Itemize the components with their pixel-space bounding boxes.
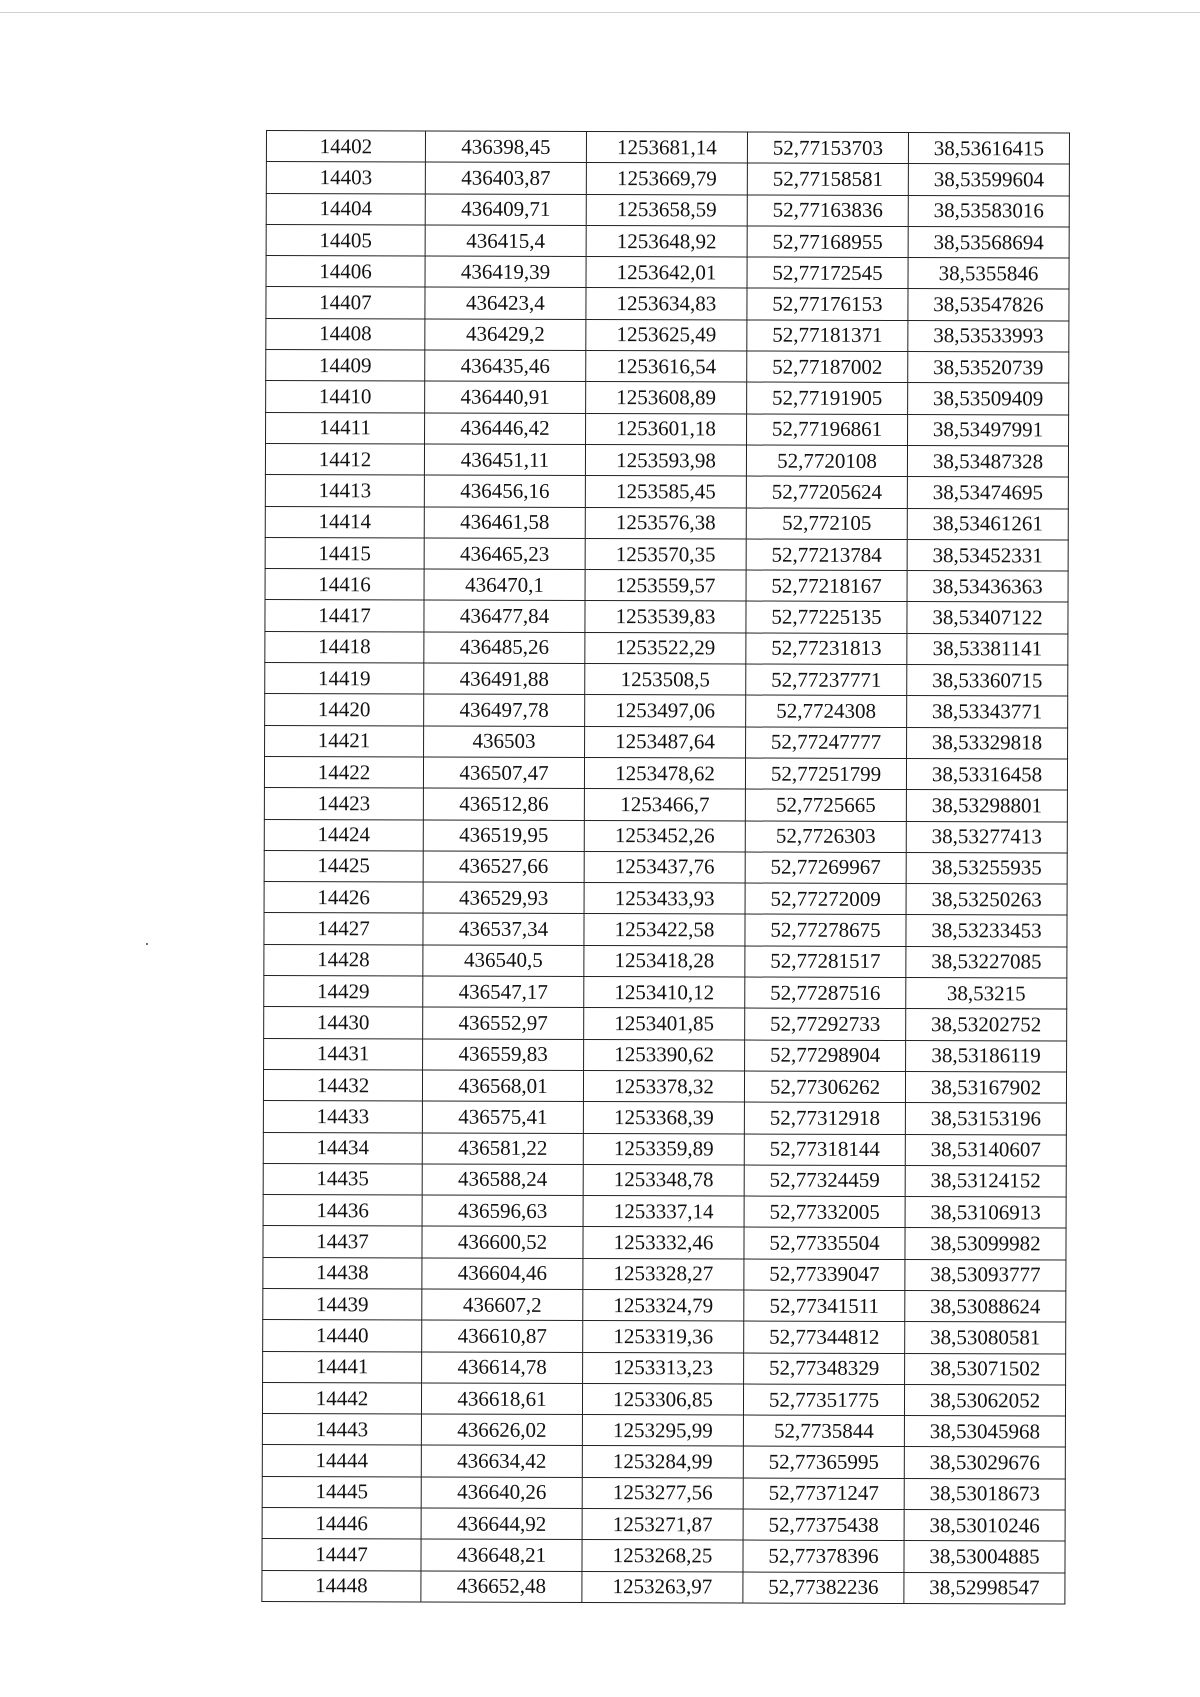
x-coordinate-cell: 436451,11 — [424, 444, 585, 476]
longitude-cell: 38,53381141 — [907, 633, 1068, 665]
y-coordinate-cell: 1253539,83 — [585, 601, 746, 633]
point-number-cell: 14424 — [264, 819, 423, 851]
latitude-cell: 52,77335504 — [744, 1227, 905, 1259]
y-coordinate-cell: 1253608,89 — [586, 382, 747, 414]
x-coordinate-cell: 436429,2 — [425, 319, 586, 351]
point-number-cell: 14403 — [266, 162, 425, 194]
x-coordinate-cell: 436618,61 — [421, 1383, 582, 1415]
y-coordinate-cell: 1253401,85 — [584, 1008, 745, 1040]
x-coordinate-cell: 436547,17 — [423, 976, 584, 1008]
table-row — [264, 913, 1067, 947]
latitude-cell: 52,77351775 — [743, 1384, 904, 1416]
y-coordinate-cell: 1253328,27 — [583, 1258, 744, 1290]
y-coordinate-cell: 1253390,62 — [584, 1039, 745, 1071]
latitude-cell: 52,7720108 — [746, 445, 907, 477]
longitude-cell: 38,53010246 — [904, 1510, 1065, 1542]
latitude-cell: 52,77306262 — [744, 1071, 905, 1103]
point-number-cell: 14445 — [262, 1476, 421, 1508]
longitude-cell: 38,53080581 — [905, 1322, 1066, 1354]
latitude-cell: 52,77344812 — [744, 1321, 905, 1353]
point-number-cell: 14423 — [264, 788, 423, 820]
y-coordinate-cell: 1253681,14 — [586, 132, 747, 164]
x-coordinate-cell: 436491,88 — [424, 663, 585, 695]
y-coordinate-cell: 1253522,29 — [585, 632, 746, 664]
longitude-cell: 38,53202752 — [906, 1009, 1067, 1041]
table-row — [266, 287, 1069, 321]
table-row — [266, 224, 1069, 258]
longitude-cell: 38,53599604 — [908, 164, 1069, 196]
latitude-cell: 52,7726303 — [745, 821, 906, 853]
point-number-cell: 14411 — [266, 412, 425, 444]
point-number-cell: 14425 — [264, 850, 423, 882]
latitude-cell: 52,77341511 — [744, 1290, 905, 1322]
y-coordinate-cell: 1253418,28 — [584, 945, 745, 977]
point-number-cell: 14420 — [265, 694, 424, 726]
point-number-cell: 14432 — [263, 1069, 422, 1101]
x-coordinate-cell: 436519,95 — [423, 820, 584, 852]
point-number-cell: 14412 — [265, 443, 424, 475]
longitude-cell: 38,53186119 — [906, 1040, 1067, 1072]
longitude-cell: 38,53568694 — [908, 226, 1069, 258]
point-number-cell: 14404 — [266, 193, 425, 225]
x-coordinate-cell: 436503 — [424, 726, 585, 758]
longitude-cell: 38,53250263 — [906, 884, 1067, 916]
point-number-cell: 14433 — [263, 1101, 422, 1133]
y-coordinate-cell: 1253271,87 — [582, 1509, 743, 1541]
table-row — [263, 1257, 1066, 1291]
x-coordinate-cell: 436575,41 — [422, 1101, 583, 1133]
longitude-cell: 38,53616415 — [908, 133, 1069, 165]
point-number-cell: 14427 — [264, 913, 423, 945]
point-number-cell: 14439 — [263, 1288, 422, 1320]
longitude-cell: 38,53233453 — [906, 915, 1067, 947]
y-coordinate-cell: 1253319,36 — [583, 1321, 744, 1353]
latitude-cell: 52,77187002 — [747, 351, 908, 383]
table-row — [266, 131, 1069, 165]
x-coordinate-cell: 436512,86 — [423, 788, 584, 820]
table-row — [262, 1382, 1065, 1416]
x-coordinate-cell: 436446,42 — [425, 413, 586, 445]
latitude-cell: 52,77168955 — [747, 226, 908, 258]
latitude-cell: 52,77247777 — [746, 727, 907, 759]
x-coordinate-cell: 436529,93 — [423, 882, 584, 914]
point-number-cell: 14442 — [262, 1382, 421, 1414]
x-coordinate-cell: 436461,58 — [424, 507, 585, 539]
x-coordinate-cell: 436607,2 — [422, 1289, 583, 1321]
x-coordinate-cell: 436610,87 — [422, 1320, 583, 1352]
latitude-cell: 52,77237771 — [746, 664, 907, 696]
y-coordinate-cell: 1253642,01 — [586, 257, 747, 289]
longitude-cell: 38,53316458 — [906, 758, 1067, 790]
y-coordinate-cell: 1253337,14 — [583, 1196, 744, 1228]
x-coordinate-cell: 436527,66 — [423, 851, 584, 883]
y-coordinate-cell: 1253497,06 — [585, 695, 746, 727]
point-number-cell: 14413 — [265, 475, 424, 507]
latitude-cell: 52,77269967 — [745, 852, 906, 884]
table-row — [264, 788, 1067, 822]
x-coordinate-cell: 436440,91 — [425, 381, 586, 413]
point-number-cell: 14436 — [263, 1195, 422, 1227]
point-number-cell: 14405 — [266, 224, 425, 256]
point-number-cell: 14446 — [262, 1508, 421, 1540]
point-number-cell: 14428 — [264, 944, 423, 976]
table-row — [265, 600, 1068, 634]
longitude-cell: 38,53255935 — [906, 852, 1067, 884]
longitude-cell: 38,53071502 — [905, 1353, 1066, 1385]
x-coordinate-cell: 436588,24 — [422, 1164, 583, 1196]
y-coordinate-cell: 1253437,76 — [584, 851, 745, 883]
y-coordinate-cell: 1253348,78 — [583, 1164, 744, 1196]
table-row — [264, 944, 1067, 978]
longitude-cell: 38,53583016 — [908, 195, 1069, 227]
x-coordinate-cell: 436559,83 — [423, 1039, 584, 1071]
y-coordinate-cell: 1253268,25 — [582, 1540, 743, 1572]
longitude-cell: 38,53167902 — [905, 1071, 1066, 1103]
x-coordinate-cell: 436398,45 — [425, 131, 586, 163]
longitude-cell: 38,53062052 — [904, 1384, 1065, 1416]
y-coordinate-cell: 1253508,5 — [585, 664, 746, 696]
latitude-cell: 52,77158581 — [747, 163, 908, 195]
y-coordinate-cell: 1253669,79 — [586, 163, 747, 195]
table-row — [265, 475, 1068, 509]
x-coordinate-cell: 436507,47 — [423, 757, 584, 789]
y-coordinate-cell: 1253422,58 — [584, 914, 745, 946]
point-number-cell: 14440 — [263, 1320, 422, 1352]
latitude-cell: 52,77382236 — [743, 1572, 904, 1604]
longitude-cell: 38,53329818 — [907, 727, 1068, 759]
y-coordinate-cell: 1253658,59 — [586, 194, 747, 226]
table-row — [266, 412, 1069, 446]
x-coordinate-cell: 436423,4 — [425, 287, 586, 319]
table-row — [265, 537, 1068, 571]
longitude-cell: 38,53004885 — [904, 1541, 1065, 1573]
y-coordinate-cell: 1253368,39 — [583, 1102, 744, 1134]
y-coordinate-cell: 1253359,89 — [583, 1133, 744, 1165]
x-coordinate-cell: 436419,39 — [425, 256, 586, 288]
table-row — [265, 631, 1068, 665]
latitude-cell: 52,77153703 — [747, 132, 908, 164]
y-coordinate-cell: 1253648,92 — [586, 225, 747, 257]
table-row — [263, 1069, 1066, 1103]
table-row — [262, 1508, 1065, 1542]
point-number-cell: 14406 — [266, 256, 425, 288]
latitude-cell: 52,77225135 — [746, 601, 907, 633]
latitude-cell: 52,77365995 — [743, 1446, 904, 1478]
longitude-cell: 38,53088624 — [905, 1290, 1066, 1322]
point-number-cell: 14435 — [263, 1163, 422, 1195]
longitude-cell: 38,53547826 — [908, 289, 1069, 321]
table-row — [263, 1195, 1066, 1229]
x-coordinate-cell: 436634,42 — [421, 1445, 582, 1477]
x-coordinate-cell: 436435,46 — [425, 350, 586, 382]
table-row — [263, 1351, 1066, 1385]
point-number-cell: 14447 — [262, 1539, 421, 1571]
y-coordinate-cell: 1253313,23 — [583, 1352, 744, 1384]
point-number-cell: 14416 — [265, 569, 424, 601]
latitude-cell: 52,77378396 — [743, 1540, 904, 1572]
longitude-cell: 38,53227085 — [906, 946, 1067, 978]
point-number-cell: 14441 — [263, 1351, 422, 1383]
x-coordinate-cell: 436614,78 — [422, 1352, 583, 1384]
x-coordinate-cell: 436540,5 — [423, 945, 584, 977]
latitude-cell: 52,77172545 — [747, 257, 908, 289]
table-row — [266, 256, 1069, 290]
point-number-cell: 14409 — [266, 350, 425, 382]
x-coordinate-cell: 436403,87 — [425, 162, 586, 194]
scan-top-edge — [0, 12, 1200, 13]
point-number-cell: 14410 — [266, 381, 425, 413]
latitude-cell: 52,77251799 — [745, 758, 906, 790]
latitude-cell: 52,77281517 — [745, 946, 906, 978]
table-row — [266, 193, 1069, 227]
table-row — [264, 819, 1067, 853]
latitude-cell: 52,77375438 — [743, 1509, 904, 1541]
latitude-cell: 52,7724308 — [746, 695, 907, 727]
table-row — [263, 1132, 1066, 1166]
x-coordinate-cell: 436568,01 — [422, 1070, 583, 1102]
coordinates-table — [261, 130, 1070, 1604]
y-coordinate-cell: 1253585,45 — [585, 476, 746, 508]
longitude-cell: 38,53153196 — [905, 1103, 1066, 1135]
point-number-cell: 14444 — [262, 1445, 421, 1477]
point-number-cell: 14430 — [264, 1007, 423, 1039]
x-coordinate-cell: 436465,23 — [424, 538, 585, 570]
y-coordinate-cell: 1253466,7 — [584, 789, 745, 821]
table-row — [266, 381, 1069, 415]
longitude-cell: 38,53029676 — [904, 1447, 1065, 1479]
x-coordinate-cell: 436604,46 — [422, 1258, 583, 1290]
y-coordinate-cell: 1253570,35 — [585, 538, 746, 570]
longitude-cell: 38,53343771 — [907, 696, 1068, 728]
latitude-cell: 52,77324459 — [744, 1165, 905, 1197]
y-coordinate-cell: 1253295,99 — [582, 1415, 743, 1447]
latitude-cell: 52,77218167 — [746, 570, 907, 602]
table-row — [265, 725, 1068, 759]
latitude-cell: 52,77191905 — [747, 382, 908, 414]
table-row — [264, 756, 1067, 790]
coordinates-table-body — [262, 131, 1070, 1604]
x-coordinate-cell: 436652,48 — [421, 1571, 582, 1603]
longitude-cell: 38,53045968 — [904, 1416, 1065, 1448]
longitude-cell: 38,53124152 — [905, 1165, 1066, 1197]
table-row — [264, 976, 1067, 1010]
longitude-cell: 38,53474695 — [907, 477, 1068, 509]
longitude-cell: 38,53436363 — [907, 571, 1068, 603]
y-coordinate-cell: 1253625,49 — [586, 319, 747, 351]
y-coordinate-cell: 1253263,97 — [582, 1571, 743, 1603]
y-coordinate-cell: 1253616,54 — [586, 351, 747, 383]
point-number-cell: 14418 — [265, 631, 424, 663]
table-row — [266, 350, 1069, 384]
table-row — [266, 162, 1069, 196]
latitude-cell: 52,77181371 — [747, 320, 908, 352]
table-row — [263, 1163, 1066, 1197]
longitude-cell: 38,53520739 — [908, 352, 1069, 384]
longitude-cell: 38,53093777 — [905, 1259, 1066, 1291]
point-number-cell: 14415 — [265, 537, 424, 569]
latitude-cell: 52,77287516 — [745, 977, 906, 1009]
longitude-cell: 38,53487328 — [907, 445, 1068, 477]
longitude-cell: 38,53533993 — [908, 320, 1069, 352]
x-coordinate-cell: 436497,78 — [424, 694, 585, 726]
y-coordinate-cell: 1253478,62 — [584, 757, 745, 789]
latitude-cell: 52,77176153 — [747, 288, 908, 320]
latitude-cell: 52,7735844 — [743, 1415, 904, 1447]
latitude-cell: 52,77278675 — [745, 914, 906, 946]
longitude-cell: 38,53215 — [906, 978, 1067, 1010]
table-row — [265, 663, 1068, 697]
table-row — [264, 850, 1067, 884]
point-number-cell: 14414 — [265, 506, 424, 538]
x-coordinate-cell: 436470,1 — [424, 569, 585, 601]
x-coordinate-cell: 436644,92 — [421, 1508, 582, 1540]
table-row — [266, 318, 1069, 352]
latitude-cell: 52,772105 — [746, 508, 907, 540]
x-coordinate-cell: 436477,84 — [424, 600, 585, 632]
table-row — [262, 1445, 1065, 1479]
latitude-cell: 52,77318144 — [744, 1134, 905, 1166]
latitude-cell: 52,77332005 — [744, 1196, 905, 1228]
longitude-cell: 38,53099982 — [905, 1228, 1066, 1260]
latitude-cell: 52,77339047 — [744, 1259, 905, 1291]
latitude-cell: 52,77231813 — [746, 633, 907, 665]
longitude-cell: 38,53277413 — [906, 821, 1067, 853]
latitude-cell: 52,7725665 — [745, 789, 906, 821]
x-coordinate-cell: 436456,16 — [424, 475, 585, 507]
table-row — [264, 882, 1067, 916]
point-number-cell: 14443 — [262, 1414, 421, 1446]
point-number-cell: 14438 — [263, 1257, 422, 1289]
x-coordinate-cell: 436581,22 — [422, 1132, 583, 1164]
longitude-cell: 38,53452331 — [907, 539, 1068, 571]
y-coordinate-cell: 1253378,32 — [583, 1070, 744, 1102]
latitude-cell: 52,77292733 — [745, 1008, 906, 1040]
longitude-cell: 38,53497991 — [908, 414, 1069, 446]
table-row — [265, 569, 1068, 603]
point-number-cell: 14419 — [265, 663, 424, 695]
point-number-cell: 14448 — [262, 1570, 421, 1602]
table-row — [265, 694, 1068, 728]
x-coordinate-cell: 436485,26 — [424, 632, 585, 664]
x-coordinate-cell: 436626,02 — [421, 1414, 582, 1446]
latitude-cell: 52,77371247 — [743, 1478, 904, 1510]
table-row — [265, 506, 1068, 540]
point-number-cell: 14429 — [264, 976, 423, 1008]
table-row — [264, 1038, 1067, 1072]
table-row — [265, 443, 1068, 477]
latitude-cell: 52,77312918 — [744, 1102, 905, 1134]
latitude-cell: 52,77298904 — [745, 1040, 906, 1072]
y-coordinate-cell: 1253559,57 — [585, 570, 746, 602]
table-row — [262, 1414, 1065, 1448]
y-coordinate-cell: 1253433,93 — [584, 883, 745, 915]
latitude-cell: 52,77196861 — [747, 414, 908, 446]
point-number-cell: 14402 — [266, 131, 425, 163]
scan-speck — [146, 943, 148, 945]
x-coordinate-cell: 436596,63 — [422, 1195, 583, 1227]
y-coordinate-cell: 1253601,18 — [586, 413, 747, 445]
longitude-cell: 38,53461261 — [907, 508, 1068, 540]
table-row — [263, 1288, 1066, 1322]
latitude-cell: 52,77348329 — [744, 1353, 905, 1385]
point-number-cell: 14422 — [264, 756, 423, 788]
y-coordinate-cell: 1253277,56 — [582, 1477, 743, 1509]
x-coordinate-cell: 436537,34 — [423, 913, 584, 945]
table-row — [262, 1570, 1065, 1604]
point-number-cell: 14437 — [263, 1226, 422, 1258]
x-coordinate-cell: 436415,4 — [425, 225, 586, 257]
latitude-cell: 52,77272009 — [745, 883, 906, 915]
x-coordinate-cell: 436409,71 — [425, 194, 586, 226]
longitude-cell: 38,53407122 — [907, 602, 1068, 634]
table-row — [263, 1320, 1066, 1354]
y-coordinate-cell: 1253324,79 — [583, 1289, 744, 1321]
table-row — [262, 1539, 1065, 1573]
latitude-cell: 52,77213784 — [746, 539, 907, 571]
point-number-cell: 14434 — [263, 1132, 422, 1164]
y-coordinate-cell: 1253576,38 — [585, 507, 746, 539]
longitude-cell: 38,53298801 — [906, 790, 1067, 822]
y-coordinate-cell: 1253634,83 — [586, 288, 747, 320]
x-coordinate-cell: 436600,52 — [422, 1226, 583, 1258]
y-coordinate-cell: 1253284,99 — [582, 1446, 743, 1478]
table-row — [262, 1476, 1065, 1510]
point-number-cell: 14421 — [265, 725, 424, 757]
longitude-cell: 38,5355846 — [908, 258, 1069, 290]
longitude-cell: 38,53360715 — [907, 665, 1068, 697]
longitude-cell: 38,53509409 — [908, 383, 1069, 415]
y-coordinate-cell: 1253410,12 — [584, 977, 745, 1009]
longitude-cell: 38,53140607 — [905, 1134, 1066, 1166]
point-number-cell: 14408 — [266, 318, 425, 350]
x-coordinate-cell: 436640,26 — [421, 1477, 582, 1509]
y-coordinate-cell: 1253452,26 — [584, 820, 745, 852]
x-coordinate-cell: 436552,97 — [423, 1007, 584, 1039]
y-coordinate-cell: 1253332,46 — [583, 1227, 744, 1259]
x-coordinate-cell: 436648,21 — [421, 1539, 582, 1571]
table-row — [263, 1101, 1066, 1135]
point-number-cell: 14431 — [264, 1038, 423, 1070]
point-number-cell: 14407 — [266, 287, 425, 319]
longitude-cell: 38,52998547 — [904, 1572, 1065, 1604]
point-number-cell: 14426 — [264, 882, 423, 914]
y-coordinate-cell: 1253593,98 — [585, 444, 746, 476]
y-coordinate-cell: 1253487,64 — [585, 726, 746, 758]
longitude-cell: 38,53106913 — [905, 1197, 1066, 1229]
longitude-cell: 38,53018673 — [904, 1478, 1065, 1510]
table-row — [263, 1226, 1066, 1260]
table-row — [264, 1007, 1067, 1041]
point-number-cell: 14417 — [265, 600, 424, 632]
latitude-cell: 52,77163836 — [747, 195, 908, 227]
latitude-cell: 52,77205624 — [746, 476, 907, 508]
y-coordinate-cell: 1253306,85 — [582, 1383, 743, 1415]
